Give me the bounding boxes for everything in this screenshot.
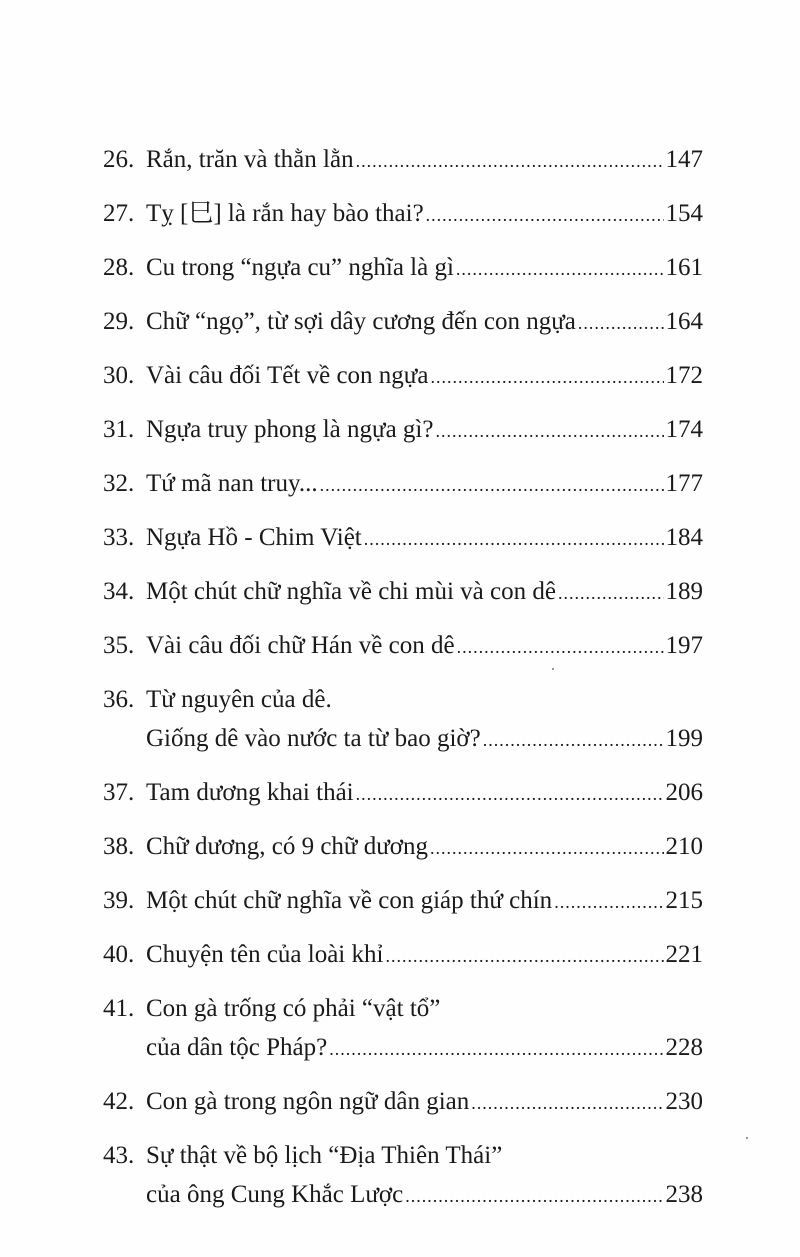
toc-entry-41-line1 — [103, 989, 703, 1028]
entry-page-number: 161 — [665, 254, 703, 281]
toc-entry-39 — [103, 881, 703, 922]
dot-leader — [483, 721, 664, 760]
entry-title: Một chút chữ nghĩa về chi mùi và con dê — [146, 578, 556, 605]
entry-title: Chữ dương, có 9 chữ dương — [146, 833, 429, 860]
entry-number: 26. — [103, 146, 135, 173]
entry-page-number: 210 — [665, 833, 703, 860]
toc-entry-34 — [103, 572, 703, 613]
toc-entry-32 — [103, 464, 703, 505]
toc-entry-37 — [103, 773, 703, 814]
toc-entry-40 — [103, 935, 703, 976]
entry-title: Chuyện tên của loài khỉ — [146, 941, 384, 968]
entry-title-line1: Từ nguyên của dê. — [146, 686, 332, 713]
toc-entry-38 — [103, 827, 703, 868]
toc-entry-29 — [103, 302, 703, 343]
entry-page-number: 177 — [665, 470, 703, 497]
entry-number: 37. — [103, 779, 135, 806]
entry-number: 28. — [103, 254, 135, 281]
entry-title: Chữ “ngọ”, từ sợi dây cương đến con ngựa — [146, 308, 576, 335]
entry-number: 35. — [103, 632, 135, 659]
entry-title: Ngựa Hồ - Chim Việt — [146, 524, 362, 551]
entry-page-number: 199 — [665, 725, 703, 752]
dot-leader — [329, 1030, 663, 1069]
dot-leader — [430, 829, 663, 868]
entry-page-number: 189 — [665, 578, 703, 605]
entry-number: 34. — [103, 578, 135, 605]
dot-leader — [558, 574, 664, 613]
dot-leader — [471, 1084, 663, 1123]
dot-leader — [435, 412, 663, 451]
toc-entry-36-line2 — [103, 719, 703, 760]
entry-title-line2: Giống dê vào nước ta từ bao giờ? — [146, 725, 481, 752]
entry-number: 32. — [103, 470, 135, 497]
entry-page-number: 230 — [665, 1088, 703, 1115]
entry-page-number: 228 — [665, 1034, 703, 1061]
entry-title: Cu trong “ngựa cu” nghĩa là gì — [146, 254, 454, 281]
entry-page-number: 147 — [665, 146, 703, 173]
entry-page-number: 174 — [665, 416, 703, 443]
entry-page-number: 221 — [665, 941, 703, 968]
table-of-contents — [103, 140, 703, 1229]
entry-number: 42. — [103, 1088, 135, 1115]
entry-page-number: 206 — [665, 779, 703, 806]
dot-leader — [554, 883, 663, 922]
entry-number: 29. — [103, 308, 135, 335]
toc-entry-33 — [103, 518, 703, 559]
toc-entry-36-line1 — [103, 680, 703, 719]
toc-entry-28 — [103, 248, 703, 289]
paper-speck — [552, 668, 554, 670]
entry-page-number: 215 — [665, 887, 703, 914]
dot-leader — [356, 775, 664, 814]
entry-title: Con gà trong ngôn ngữ dân gian — [146, 1088, 470, 1115]
paper-speck — [746, 1137, 748, 1139]
dot-leader — [385, 937, 663, 976]
entry-number: 31. — [103, 416, 135, 443]
entry-title: Tứ mã nan truy... — [146, 470, 318, 497]
entry-number: 43. — [103, 1142, 135, 1169]
entry-page-number: 184 — [665, 524, 703, 551]
entry-title: Vài câu đối Tết về con ngựa — [146, 362, 429, 389]
entry-title-line2: của ông Cung Khắc Lược — [146, 1181, 404, 1208]
entry-page-number: 164 — [665, 308, 703, 335]
dot-leader — [578, 304, 664, 343]
entry-title: Một chút chữ nghĩa về con giáp thứ chín — [146, 887, 553, 914]
toc-entry-43-line1 — [103, 1136, 703, 1175]
entry-title: Ngựa truy phong là ngựa gì? — [146, 416, 434, 443]
toc-entry-31 — [103, 410, 703, 451]
toc-entry-30 — [103, 356, 703, 397]
toc-entry-35 — [103, 626, 703, 667]
toc-entry-43-line2 — [103, 1175, 703, 1216]
entry-number: 30. — [103, 362, 135, 389]
entry-number: 41. — [103, 995, 135, 1022]
dot-leader — [457, 628, 664, 667]
dot-leader — [456, 250, 664, 289]
entry-title: Tam dương khai thái — [146, 779, 354, 806]
entry-number: 36. — [103, 686, 135, 713]
dot-leader — [364, 520, 664, 559]
entry-title-line2: của dân tộc Pháp? — [146, 1034, 328, 1061]
toc-entry-42 — [103, 1082, 703, 1123]
entry-number: 27. — [103, 200, 135, 227]
entry-title: Rắn, trăn và thằn lằn — [146, 146, 354, 173]
dot-leader — [405, 1177, 663, 1216]
entry-page-number: 197 — [665, 632, 703, 659]
entry-page-number: 238 — [665, 1181, 703, 1208]
dot-leader — [426, 196, 664, 235]
entry-number: 33. — [103, 524, 135, 551]
toc-entry-41-line2 — [103, 1028, 703, 1069]
entry-title: Tỵ [巳] là rắn hay bào thai? — [146, 200, 424, 227]
dot-leader — [320, 466, 664, 505]
dot-leader — [430, 358, 663, 397]
entry-title: Vài câu đối chữ Hán về con dê — [146, 632, 455, 659]
entry-number: 40. — [103, 941, 135, 968]
toc-entry-27 — [103, 194, 703, 235]
toc-entry-26 — [103, 140, 703, 181]
entry-title-line1: Sự thật về bộ lịch “Địa Thiên Thái” — [146, 1142, 503, 1169]
entry-number: 38. — [103, 833, 135, 860]
entry-title-line1: Con gà trống có phải “vật tổ” — [146, 995, 441, 1022]
entry-page-number: 172 — [665, 362, 703, 389]
dot-leader — [356, 142, 664, 181]
entry-page-number: 154 — [665, 200, 703, 227]
entry-number: 39. — [103, 887, 135, 914]
